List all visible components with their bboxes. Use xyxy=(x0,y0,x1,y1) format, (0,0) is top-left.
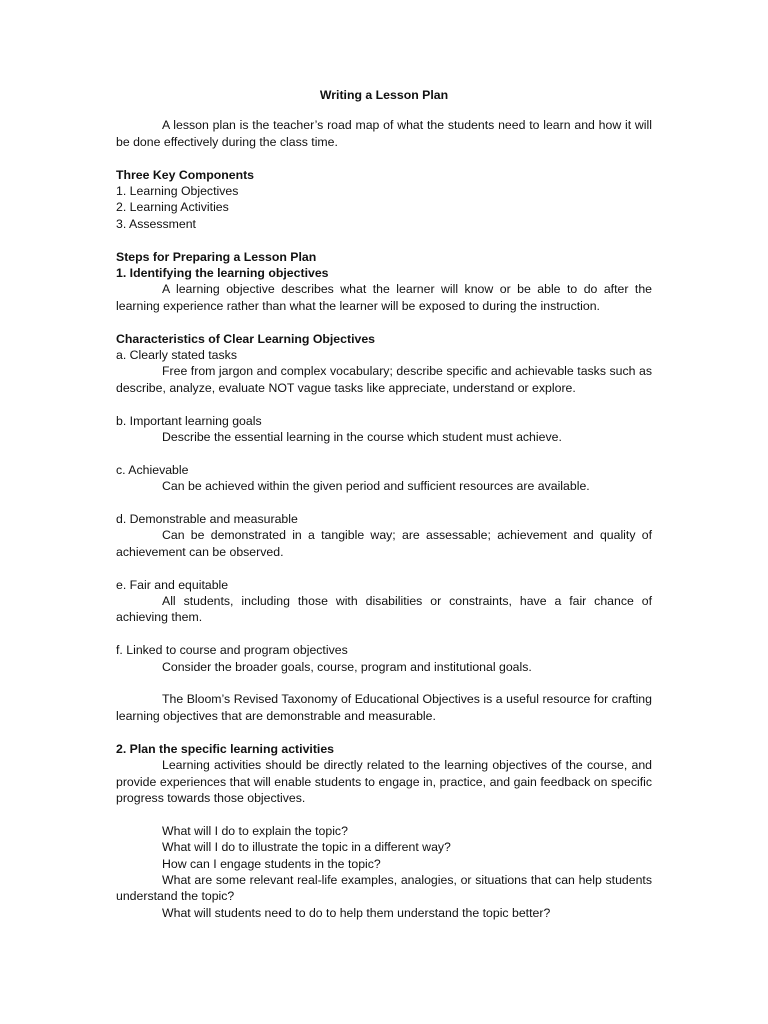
component-item-2: 2. Learning Activities xyxy=(116,200,229,215)
characteristic-b-heading: b. Important learning goals xyxy=(116,413,262,428)
intro-paragraph: A lesson plan is the teacher’s road map of what the students need to learn and how it will be done effectively during the class time. xyxy=(116,118,652,149)
spacer xyxy=(116,232,652,248)
question-4: What are some relevant real-life examples, analogies, or situations that can help students understand the topic? xyxy=(116,872,652,904)
spacer xyxy=(116,314,652,330)
document-title: Writing a Lesson Plan xyxy=(319,88,449,102)
spacer xyxy=(116,560,652,576)
characteristic-a-text: Free from jargon and complex vocabulary; describe specific and achievable tasks such as describe, analyze, evaluate NOT vague tasks like appreciate, understand or explore. xyxy=(116,364,652,395)
question-5: What will students need to do to help them understand the topic better? xyxy=(162,905,551,920)
characteristic-f-heading: f. Linked to course and program objectives xyxy=(116,643,348,658)
characteristic-d-text: Can be demonstrated in a tangible way; are assessable; achievement and quality of achievement can be observed. xyxy=(116,528,652,559)
question-2: What will I do to illustrate the topic in a different way? xyxy=(162,840,451,855)
step2-heading: 2. Plan the specific learning activities xyxy=(116,741,335,756)
component-item-1: 1. Learning Objectives xyxy=(116,184,239,199)
spacer xyxy=(116,495,652,511)
spacer xyxy=(116,626,652,642)
characteristic-e-text: All students, including those with disabilities or constraints, have a fair chance of achieving them. xyxy=(116,594,652,625)
characteristics-heading: Characteristics of Clear Learning Objectives xyxy=(116,331,376,346)
bloom-paragraph: The Bloom’s Revised Taxonomy of Educational Objectives is a useful resource for crafting learning objectives that are demonstrable and measurable. xyxy=(116,692,652,723)
steps-heading: Steps for Preparing a Lesson Plan xyxy=(116,249,317,264)
step1-paragraph: A learning objective describes what the learner will know or be able to do after the learning experience rather than what the learner will be exposed to during the instruction. xyxy=(116,282,652,313)
characteristic-e-heading: e. Fair and equitable xyxy=(116,577,229,592)
spacer xyxy=(116,445,652,461)
question-3: How can I engage students in the topic? xyxy=(162,856,381,871)
characteristic-a-heading: a. Clearly stated tasks xyxy=(116,348,237,363)
characteristic-d-heading: d. Demonstrable and measurable xyxy=(116,512,298,527)
spacer xyxy=(116,806,652,822)
component-item-3: 3. Assessment xyxy=(116,216,196,231)
characteristic-c-heading: c. Achievable xyxy=(116,462,189,477)
step2-paragraph: Learning activities should be directly related to the learning objectives of the course, and provide experiences that will enable students to engage in, practice, and gain feedback on specific progress towards those objectives. xyxy=(116,758,652,805)
step1-heading: 1. Identifying the learning objectives xyxy=(116,266,329,281)
characteristic-b-text: Describe the essential learning in the course which student must achieve. xyxy=(162,430,562,445)
question-1: What will I do to explain the topic? xyxy=(162,823,348,838)
characteristic-f-text: Consider the broader goals, course, program and institutional goals. xyxy=(162,659,532,674)
spacer xyxy=(116,396,652,412)
spacer xyxy=(116,675,652,691)
document-page xyxy=(116,87,652,921)
components-heading: Three Key Components xyxy=(116,167,255,182)
spacer xyxy=(116,150,652,166)
characteristic-c-text: Can be achieved within the given period and sufficient resources are available. xyxy=(162,479,590,494)
spacer xyxy=(116,724,652,740)
